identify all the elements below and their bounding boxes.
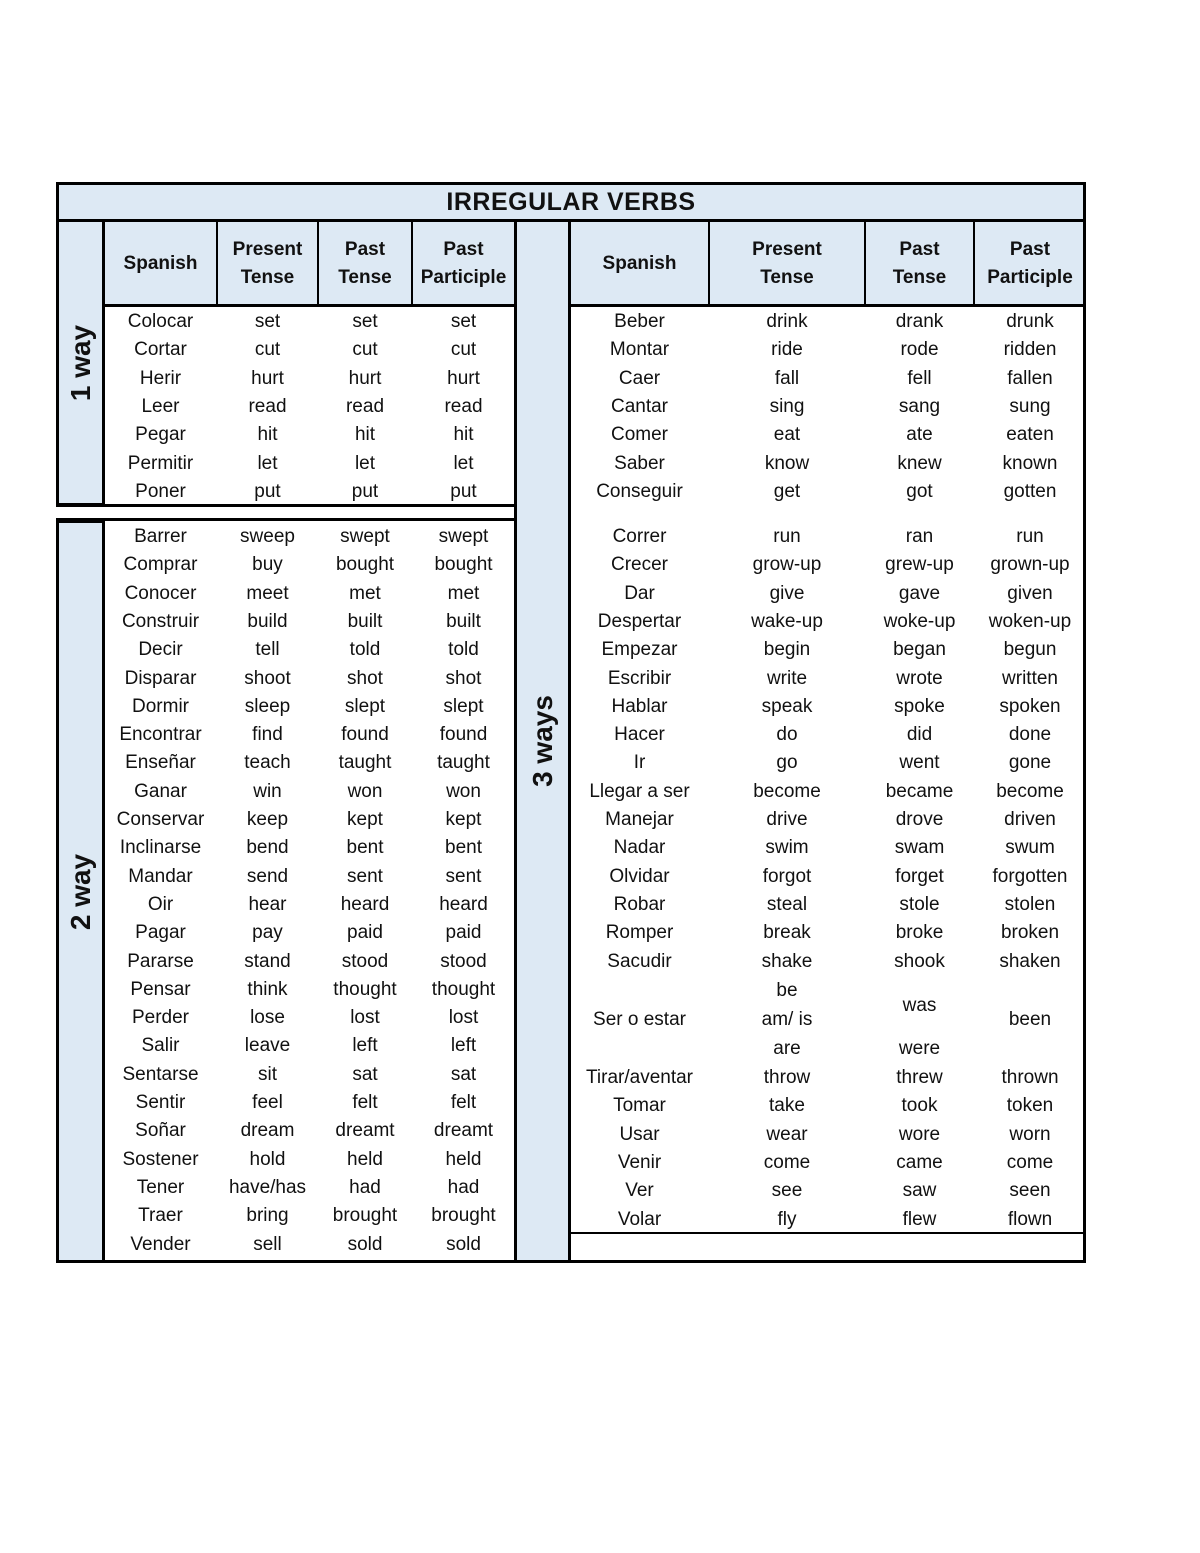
verb-participle-cell: bent [445, 837, 482, 859]
verb-present-cell: tell [255, 639, 280, 661]
verb-past-cell: began [893, 639, 946, 661]
verb-participle-cell: come [1006, 1151, 1054, 1173]
verb-participle-cell: let [453, 452, 474, 474]
verb-present-cell: think [247, 978, 288, 1000]
verb-past-cell: saw [902, 1180, 937, 1202]
verb-past-cell: came [896, 1151, 943, 1173]
verb-present-cell: sell [253, 1233, 282, 1255]
verb-past-cell: gave [898, 582, 941, 604]
rule [56, 520, 59, 1263]
verb-participle-cell: known [1002, 452, 1058, 474]
verb-participle-cell: spoken [999, 695, 1061, 717]
table-title: IRREGULAR VERBS [56, 182, 1086, 222]
verb-participle-cell: swept [438, 526, 489, 547]
verb-spanish-cell: Escribir [607, 667, 672, 689]
verb-spanish-cell: Ir [633, 752, 646, 774]
verb-participle-cell: grown-up [990, 554, 1070, 576]
verb-present-cell: leave [244, 1035, 291, 1057]
verb-participle-cell: felt [450, 1092, 477, 1113]
verb-spanish-cell: Conseguir [596, 480, 683, 502]
header-present-right [709, 222, 865, 306]
verb-past-cell: swept [340, 526, 390, 547]
header-past-left [318, 222, 412, 306]
verb-past-cell: drank [895, 311, 944, 332]
verb-participle-cell: paid [445, 922, 482, 944]
header-present-line2: Tense [760, 267, 814, 288]
verb-spanish-cell: Inclinarse [119, 837, 202, 859]
verb-spanish-cell: Despertar [597, 610, 682, 632]
verb-participle-cell: gotten [1003, 480, 1057, 502]
verb-past-cell: became [885, 780, 954, 802]
header-spanish-text: Spanish [602, 253, 677, 274]
verb-spanish-cell: Pararse [127, 950, 194, 972]
verb-past-cell: taught [338, 752, 392, 774]
header-past-right [865, 222, 974, 306]
verb-participle-cell: swum [1005, 837, 1055, 859]
verb-present-cell: do [776, 724, 798, 746]
verb-past-cell: rode [900, 339, 939, 361]
verb-past-cell: met [349, 582, 381, 604]
header-present-left [217, 222, 318, 306]
verb-participle-cell: met [447, 582, 480, 604]
verb-past-cell: held [347, 1148, 383, 1170]
verb-past-cell: knew [897, 452, 942, 474]
verb-spanish-cell: Construir [121, 610, 200, 632]
group-label-3-ways-text: 3 ways [526, 695, 558, 787]
group-label-1-way-text: 1 way [65, 324, 97, 401]
verb-participle-cell: thought [431, 978, 496, 1000]
verb-past-cell: read [345, 395, 385, 417]
verb-participle-cell: drunk [1006, 311, 1054, 332]
verb-past-cell: lost [350, 1007, 380, 1029]
verb-present-cell: ride [771, 339, 803, 361]
verb-participle-cell: hit [453, 424, 474, 446]
verb-past-cell: grew-up [885, 554, 954, 576]
verb-present-cell: lose [250, 1007, 285, 1029]
verb-spanish-cell: Ver [625, 1180, 654, 1202]
verb-participle-cell: ridden [1003, 339, 1057, 361]
verb-participle-cell: brought [431, 1205, 496, 1227]
verb-present-cell: be [776, 980, 798, 1001]
verb-present-cell: throw [763, 1067, 811, 1088]
header-past-line2: Tense [338, 267, 392, 288]
verb-present-cell: hurt [251, 367, 284, 389]
verb-spanish-cell: Perder [131, 1007, 190, 1029]
header-spanish-text: Spanish [123, 253, 198, 274]
verb-past-cell: stole [899, 893, 940, 915]
verb-spanish-cell: Enseñar [125, 752, 196, 774]
verb-present-cell: set [254, 311, 281, 332]
rule [104, 304, 516, 307]
verb-spanish-cell: Vender [130, 1233, 191, 1255]
verb-spanish-cell: Olvidar [609, 865, 670, 887]
verb-past-cell: paid [347, 922, 383, 944]
verb-past-cell: thought [333, 978, 397, 1000]
verb-participle-cell: read [444, 395, 483, 417]
verb-participle-cell: cut [450, 339, 477, 361]
verb-present-cell: shoot [244, 667, 291, 689]
header-participle-right [974, 222, 1086, 306]
verb-participle-cell: forgotten [992, 865, 1068, 887]
verb-spanish-cell: Mandar [128, 865, 193, 887]
verb-spanish-cell: Cantar [610, 395, 669, 417]
verb-present-cell: build [247, 610, 288, 632]
verb-spanish-cell: Empezar [601, 639, 678, 661]
verb-present-cell: swim [765, 837, 809, 859]
verb-spanish-cell: Traer [138, 1205, 183, 1227]
verb-spanish-cell: Comer [610, 424, 668, 446]
verb-present-cell: have/has [228, 1176, 307, 1198]
verb-past-cell: won [347, 780, 383, 802]
rule [56, 182, 59, 507]
verb-present-cell: am/ is [761, 1009, 813, 1030]
verb-present-cell: buy [252, 554, 283, 576]
verb-spanish-cell: Venir [617, 1151, 662, 1173]
verb-participle-cell: thrown [1001, 1067, 1059, 1088]
verb-spanish-cell: Correr [612, 526, 667, 547]
verb-present-cell: take [769, 1095, 805, 1117]
header-participle-line2: Participle [987, 267, 1073, 288]
verb-present-cell: see [771, 1180, 803, 1202]
verb-past-cell: sang [898, 395, 941, 417]
verb-present-cell: dream [240, 1120, 295, 1142]
verb-past-cell: set [352, 311, 378, 332]
verb-past-cell: were [898, 1038, 941, 1059]
verb-present-cell: know [764, 452, 810, 474]
verb-past-cell: dreamt [335, 1120, 395, 1142]
verb-present-cell: cut [254, 339, 281, 361]
verb-participle-cell: run [1016, 526, 1044, 547]
verb-spanish-cell: Colocar [127, 311, 194, 332]
verb-participle-cell: shot [445, 667, 482, 689]
verb-participle-cell: kept [445, 809, 482, 830]
verb-present-cell: become [753, 780, 821, 802]
rule [411, 222, 413, 306]
verb-participle-cell: sold [446, 1233, 481, 1255]
verb-spanish-cell: Manejar [605, 809, 674, 830]
verb-spanish-cell: Pensar [130, 978, 191, 1000]
verb-past-cell: ate [906, 424, 933, 446]
rule [973, 222, 975, 306]
verb-spanish-cell: Beber [614, 311, 665, 332]
verb-present-cell: find [252, 724, 283, 746]
verb-participle-cell: bought [434, 554, 493, 576]
verb-participle-cell: taught [437, 752, 490, 774]
verb-participle-cell: shaken [999, 950, 1061, 972]
verb-present-cell: meet [246, 582, 289, 604]
verb-past-cell: felt [352, 1092, 378, 1113]
verb-spanish-cell: Sacudir [607, 950, 672, 972]
verb-participle-cell: left [450, 1035, 477, 1057]
verb-past-cell: ran [905, 526, 934, 547]
verb-present-cell: eat [773, 424, 801, 446]
verb-spanish-cell: Usar [619, 1123, 660, 1145]
verb-past-cell: did [906, 724, 933, 746]
verb-participle-cell: been [1008, 1009, 1052, 1030]
verb-spanish-cell: Nadar [613, 837, 666, 859]
verb-past-cell: put [351, 480, 379, 502]
verb-spanish-cell: Ser o estar [593, 1009, 686, 1030]
verb-participle-cell: done [1008, 724, 1052, 746]
verb-past-cell: woke-up [883, 610, 956, 632]
verb-present-cell: wear [766, 1123, 808, 1145]
verb-past-cell: wore [898, 1123, 941, 1145]
verb-spanish-cell: Ganar [134, 780, 187, 802]
verb-present-cell: teach [244, 752, 291, 774]
verb-past-cell: shot [347, 667, 383, 689]
rule [56, 1260, 1086, 1263]
verb-participle-cell: lost [448, 1007, 479, 1029]
verb-spanish-cell: Montar [609, 339, 670, 361]
verb-participle-cell: set [450, 311, 477, 332]
verb-past-cell: found [341, 724, 389, 746]
verb-participle-cell: woken-up [988, 610, 1072, 632]
verb-present-cell: go [776, 752, 798, 774]
verb-participle-cell: token [1006, 1095, 1054, 1117]
verb-spanish-cell: Caer [618, 367, 661, 389]
verb-participle-cell: slept [443, 695, 484, 717]
group-label-1-way [56, 222, 104, 506]
verb-past-cell: kept [347, 809, 383, 830]
verb-present-cell: let [257, 452, 278, 474]
verb-spanish-cell: Soñar [135, 1120, 186, 1142]
verb-past-cell: broke [895, 922, 944, 944]
verb-present-cell: wake-up [751, 610, 823, 632]
rule [317, 222, 319, 306]
verb-present-cell: write [766, 667, 808, 689]
verb-spanish-cell: Herir [139, 367, 182, 389]
verb-spanish-cell: Hablar [611, 695, 668, 717]
verb-spanish-cell: Barrer [134, 526, 187, 547]
verb-spanish-cell: Saber [614, 452, 665, 474]
verb-spanish-cell: Conservar [116, 809, 205, 830]
verb-present-cell: begin [763, 639, 811, 661]
verb-participle-cell: eaten [1006, 424, 1054, 446]
verb-participle-cell: stood [440, 950, 487, 972]
verb-present-cell: sit [258, 1063, 277, 1085]
rule [56, 518, 516, 521]
verb-spanish-cell: Sostener [122, 1148, 199, 1170]
verb-past-cell: hit [354, 424, 376, 446]
verb-past-cell: forget [895, 865, 944, 887]
verb-past-cell: heard [340, 893, 390, 915]
verb-present-cell: give [769, 582, 805, 604]
rule [216, 222, 218, 306]
verb-past-cell: shook [894, 950, 945, 972]
verb-spanish-cell: Tener [136, 1176, 185, 1198]
verb-past-cell: flew [902, 1208, 937, 1230]
verb-present-cell: fly [777, 1208, 797, 1230]
verb-past-cell: left [352, 1035, 378, 1057]
verb-participle-cell: held [445, 1148, 482, 1170]
verb-spanish-cell: Robar [613, 893, 666, 915]
verb-past-cell: threw [896, 1067, 943, 1088]
verb-participle-cell: put [450, 480, 477, 502]
rule [864, 222, 866, 306]
verb-past-cell: spoke [894, 695, 945, 717]
verb-past-cell: drove [895, 809, 944, 830]
verb-present-cell: fall [774, 367, 800, 389]
verb-participle-cell: become [996, 780, 1064, 802]
rule [570, 304, 1086, 307]
verb-participle-cell: given [1007, 582, 1053, 604]
rule [708, 222, 710, 306]
verb-spanish-cell: Dar [624, 582, 655, 604]
verb-participle-cell: broken [1000, 922, 1060, 944]
verb-present-cell: keep [246, 809, 289, 830]
verb-spanish-cell: Sentir [135, 1092, 186, 1113]
verb-present-cell: hear [248, 893, 287, 915]
verb-present-cell: hold [249, 1148, 286, 1170]
verb-present-cell: drink [766, 311, 808, 332]
verb-present-cell: sing [769, 395, 805, 417]
verb-spanish-cell: Conocer [124, 582, 197, 604]
verb-present-cell: pay [252, 922, 283, 944]
verb-present-cell: shake [761, 950, 813, 972]
header-spanish-left [104, 222, 217, 306]
verb-spanish-cell: Hacer [614, 724, 665, 746]
verb-present-cell: grow-up [752, 554, 822, 576]
verb-past-cell: sat [352, 1063, 378, 1085]
header-present-line1: Present [232, 239, 303, 260]
verb-past-cell: fell [907, 367, 932, 389]
verb-present-cell: come [763, 1151, 811, 1173]
verb-past-cell: bent [346, 837, 384, 859]
verb-past-cell: cut [352, 339, 378, 361]
verb-spanish-cell: Pagar [135, 922, 186, 944]
verb-present-cell: get [773, 480, 801, 502]
verb-participle-cell: flown [1007, 1208, 1053, 1230]
verb-past-cell: told [349, 639, 381, 661]
verb-participle-cell: driven [1004, 809, 1056, 830]
verb-spanish-cell: Poner [135, 480, 186, 502]
verb-participle-cell: hurt [447, 367, 480, 389]
verb-present-cell: steal [766, 893, 808, 915]
header-participle-line1: Past [1009, 239, 1051, 260]
verb-participle-cell: seen [1009, 1180, 1051, 1202]
verb-past-cell: hurt [348, 367, 382, 389]
header-present-line2: Tense [240, 267, 295, 288]
verb-past-cell: got [906, 480, 933, 502]
verb-spanish-cell: Oir [147, 893, 174, 915]
verb-past-cell: went [899, 752, 940, 774]
verb-participle-cell: gone [1008, 752, 1052, 774]
verb-past-cell: was [902, 995, 937, 1016]
verb-spanish-cell: Tomar [613, 1095, 666, 1117]
group-label-2-way-text: 2 way [65, 853, 97, 930]
verb-present-cell: are [773, 1038, 801, 1059]
verb-present-cell: forgot [762, 865, 812, 887]
verb-participle-cell: worn [1009, 1123, 1051, 1145]
verb-present-cell: stand [244, 950, 291, 972]
verb-participle-cell: heard [439, 893, 488, 915]
verb-present-cell: hit [257, 424, 278, 446]
header-past-line1: Past [344, 239, 386, 260]
verb-spanish-cell: Tirar/aventar [586, 1067, 693, 1088]
verb-participle-cell: told [448, 639, 479, 661]
verb-participle-cell: begun [1003, 639, 1057, 661]
header-participle-line1: Past [443, 239, 484, 260]
verb-present-cell: send [246, 865, 289, 887]
header-past-line2: Tense [892, 267, 947, 288]
verb-present-cell: speak [761, 695, 813, 717]
header-present-line1: Present [752, 239, 822, 260]
verb-participle-cell: sat [450, 1063, 477, 1085]
verb-present-cell: sweep [240, 526, 295, 547]
verb-present-cell: bend [246, 837, 289, 859]
verb-past-cell: brought [332, 1205, 398, 1227]
verb-past-cell: sold [347, 1233, 383, 1255]
verb-spanish-cell: Leer [141, 395, 180, 417]
verb-present-cell: win [253, 780, 282, 802]
verb-spanish-cell: Disparar [124, 667, 197, 689]
verb-past-cell: wrote [896, 667, 943, 689]
header-spanish-right [570, 222, 709, 306]
verb-present-cell: sleep [244, 695, 291, 717]
verb-present-cell: bring [246, 1205, 289, 1227]
verb-present-cell: read [248, 395, 287, 417]
verb-spanish-cell: Volar [617, 1208, 662, 1230]
verb-present-cell: feel [252, 1092, 283, 1113]
verb-spanish-cell: Comprar [123, 554, 198, 576]
verb-spanish-cell: Sentarse [122, 1063, 199, 1085]
verb-spanish-cell: Llegar a ser [589, 780, 690, 802]
verb-spanish-cell: Encontrar [119, 724, 202, 746]
verb-present-cell: put [254, 480, 281, 502]
verb-spanish-cell: Decir [138, 639, 183, 661]
verb-spanish-cell: Dormir [132, 695, 189, 717]
verb-past-cell: built [347, 610, 383, 632]
verb-participle-cell: stolen [1004, 893, 1056, 915]
verb-participle-cell: built [446, 610, 481, 632]
verb-participle-cell: dreamt [433, 1120, 494, 1142]
verb-past-cell: let [354, 452, 376, 474]
group-label-2-way [56, 520, 104, 1263]
verb-present-cell: drive [766, 809, 808, 830]
verb-past-cell: sent [347, 865, 383, 887]
verb-past-cell: bought [335, 554, 395, 576]
verb-past-cell: slept [344, 695, 386, 717]
verb-participle-cell: sung [1009, 395, 1051, 417]
verb-participle-cell: won [446, 780, 481, 802]
verb-spanish-cell: Crecer [610, 554, 668, 576]
header-past-line1: Past [899, 239, 940, 260]
verb-spanish-cell: Romper [605, 922, 674, 944]
verb-past-cell: stood [341, 950, 389, 972]
header-participle-left [412, 222, 515, 306]
verb-participle-cell: had [447, 1176, 480, 1198]
verb-spanish-cell: Salir [141, 1035, 180, 1057]
group-label-3-ways [515, 222, 570, 1263]
verb-past-cell: swam [894, 837, 945, 859]
verb-participle-cell: written [1002, 667, 1058, 689]
verb-spanish-cell: Permitir [127, 452, 194, 474]
verb-participle-cell: sent [445, 865, 482, 887]
verb-present-cell: break [763, 922, 811, 944]
verb-participle-cell: found [439, 724, 488, 746]
verb-participle-cell: fallen [1007, 367, 1053, 389]
verb-spanish-cell: Pegar [135, 424, 186, 446]
verb-present-cell: run [773, 526, 801, 547]
verb-past-cell: took [901, 1095, 938, 1117]
verb-spanish-cell: Cortar [134, 339, 187, 361]
header-participle-line2: Participle [420, 267, 507, 288]
verb-past-cell: had [349, 1176, 381, 1198]
